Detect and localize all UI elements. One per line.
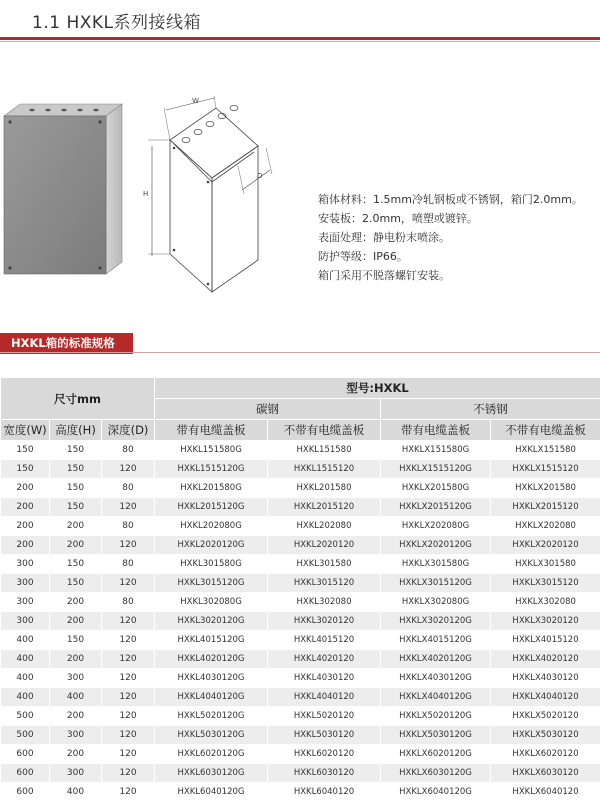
dim-d-label: D bbox=[257, 172, 262, 180]
spec-line: 安装板：2.0mm，喷塑或镀锌。 bbox=[318, 209, 583, 228]
cell-depth: 120 bbox=[102, 745, 155, 764]
cell-stainless-without-cover: HXKLX2020120 bbox=[491, 536, 600, 555]
cell-width: 600 bbox=[1, 745, 50, 764]
cell-depth: 120 bbox=[102, 707, 155, 726]
cell-width: 300 bbox=[1, 574, 50, 593]
cell-carbon-without-cover: HXKL2015120 bbox=[268, 498, 381, 517]
table-row bbox=[1, 783, 600, 802]
table-row bbox=[1, 764, 600, 783]
table-row bbox=[1, 460, 600, 479]
cell-stainless-without-cover: HXKLX4020120 bbox=[491, 650, 600, 669]
cell-stainless-without-cover: HXKLX4030120 bbox=[491, 669, 600, 688]
cell-height: 150 bbox=[50, 479, 102, 498]
spec-line: 表面处理：静电粉末喷涂。 bbox=[318, 228, 583, 247]
table-row bbox=[1, 707, 600, 726]
cell-depth: 80 bbox=[102, 555, 155, 574]
carbon-steel-header: 碳钢 bbox=[155, 399, 381, 420]
cell-carbon-with-cover: HXKL201580G bbox=[155, 479, 268, 498]
cell-carbon-without-cover: HXKL5020120 bbox=[268, 707, 381, 726]
cell-depth: 120 bbox=[102, 574, 155, 593]
cell-depth: 120 bbox=[102, 460, 155, 479]
spec-line: 箱门采用不脱落螺钉安装。 bbox=[318, 266, 583, 285]
cell-carbon-with-cover: HXKL1515120G bbox=[155, 460, 268, 479]
cell-height: 150 bbox=[50, 460, 102, 479]
table-row bbox=[1, 688, 600, 707]
cell-carbon-without-cover: HXKL4020120 bbox=[268, 650, 381, 669]
cell-stainless-with-cover: HXKLX201580G bbox=[381, 479, 491, 498]
cell-width: 400 bbox=[1, 688, 50, 707]
spec-line: 防护等级：IP66。 bbox=[318, 247, 583, 266]
cell-carbon-without-cover: HXKL202080 bbox=[268, 517, 381, 536]
cell-depth: 120 bbox=[102, 650, 155, 669]
cell-width: 600 bbox=[1, 764, 50, 783]
section-divider bbox=[0, 352, 600, 353]
cell-stainless-without-cover: HXKLX302080 bbox=[491, 593, 600, 612]
cell-carbon-with-cover: HXKL3020120G bbox=[155, 612, 268, 631]
col-height: 高度(H) bbox=[50, 420, 102, 441]
cell-depth: 120 bbox=[102, 669, 155, 688]
spec-line: 箱体材料：1.5mm冷轧钢板或不锈钢，箱门2.0mm。 bbox=[318, 190, 583, 209]
cell-carbon-without-cover: HXKL301580 bbox=[268, 555, 381, 574]
cell-carbon-with-cover: HXKL2020120G bbox=[155, 536, 268, 555]
cell-depth: 120 bbox=[102, 536, 155, 555]
cell-width: 400 bbox=[1, 650, 50, 669]
cell-height: 200 bbox=[50, 650, 102, 669]
cell-width: 600 bbox=[1, 783, 50, 802]
cell-height: 200 bbox=[50, 612, 102, 631]
cell-width: 400 bbox=[1, 631, 50, 650]
enclosure-dimension-drawing bbox=[138, 96, 273, 296]
stainless-steel-header: 不锈钢 bbox=[381, 399, 600, 420]
col-depth: 深度(D) bbox=[102, 420, 155, 441]
col-stainless-without-cover: 不带有电缆盖板 bbox=[491, 420, 600, 441]
cell-depth: 120 bbox=[102, 726, 155, 745]
cell-depth: 120 bbox=[102, 612, 155, 631]
cell-stainless-with-cover: HXKLX202080G bbox=[381, 517, 491, 536]
cell-carbon-without-cover: HXKL5030120 bbox=[268, 726, 381, 745]
cell-height: 200 bbox=[50, 745, 102, 764]
cell-stainless-with-cover: HXKLX5020120G bbox=[381, 707, 491, 726]
table-row bbox=[1, 536, 600, 555]
cell-carbon-without-cover: HXKL6030120 bbox=[268, 764, 381, 783]
cell-height: 400 bbox=[50, 783, 102, 802]
cell-stainless-with-cover: HXKLX1515120G bbox=[381, 460, 491, 479]
cell-carbon-with-cover: HXKL5020120G bbox=[155, 707, 268, 726]
cell-carbon-with-cover: HXKL6030120G bbox=[155, 764, 268, 783]
table-row bbox=[1, 479, 600, 498]
cell-carbon-without-cover: HXKL6020120 bbox=[268, 745, 381, 764]
cell-width: 200 bbox=[1, 517, 50, 536]
cell-stainless-with-cover: HXKLX3015120G bbox=[381, 574, 491, 593]
size-header: 尺寸mm bbox=[1, 378, 155, 420]
cell-stainless-with-cover: HXKLX4020120G bbox=[381, 650, 491, 669]
cell-depth: 80 bbox=[102, 441, 155, 460]
cell-carbon-with-cover: HXKL3015120G bbox=[155, 574, 268, 593]
cell-stainless-with-cover: HXKLX6030120G bbox=[381, 764, 491, 783]
cell-stainless-with-cover: HXKLX5030120G bbox=[381, 726, 491, 745]
cell-stainless-with-cover: HXKLX302080G bbox=[381, 593, 491, 612]
cell-depth: 120 bbox=[102, 764, 155, 783]
material-specs bbox=[318, 190, 583, 285]
table-row bbox=[1, 669, 600, 688]
cell-carbon-with-cover: HXKL4015120G bbox=[155, 631, 268, 650]
cell-stainless-without-cover: HXKLX4040120 bbox=[491, 688, 600, 707]
cell-height: 300 bbox=[50, 726, 102, 745]
cell-stainless-with-cover: HXKLX2020120G bbox=[381, 536, 491, 555]
cell-width: 400 bbox=[1, 669, 50, 688]
cell-carbon-without-cover: HXKL4030120 bbox=[268, 669, 381, 688]
dim-w-label: W bbox=[192, 97, 199, 105]
table-row bbox=[1, 517, 600, 536]
cell-carbon-without-cover: HXKL4015120 bbox=[268, 631, 381, 650]
table-row bbox=[1, 574, 600, 593]
cell-height: 200 bbox=[50, 517, 102, 536]
cell-stainless-with-cover: HXKLX2015120G bbox=[381, 498, 491, 517]
cell-stainless-without-cover: HXKLX6020120 bbox=[491, 745, 600, 764]
cell-width: 300 bbox=[1, 555, 50, 574]
table-row bbox=[1, 498, 600, 517]
cell-height: 150 bbox=[50, 631, 102, 650]
cell-stainless-without-cover: HXKLX3020120 bbox=[491, 612, 600, 631]
enclosure-photo bbox=[2, 102, 124, 282]
model-header: 型号:HXKL bbox=[155, 378, 600, 399]
section-label: HXKL箱的标准规格 bbox=[0, 333, 133, 354]
cell-stainless-without-cover: HXKLX202080 bbox=[491, 517, 600, 536]
col-stainless-with-cover: 带有电缆盖板 bbox=[381, 420, 491, 441]
cell-stainless-with-cover: HXKLX4040120G bbox=[381, 688, 491, 707]
cell-carbon-without-cover: HXKL1515120 bbox=[268, 460, 381, 479]
cell-height: 400 bbox=[50, 688, 102, 707]
cell-width: 300 bbox=[1, 612, 50, 631]
col-carbon-without-cover: 不带有电缆盖板 bbox=[268, 420, 381, 441]
table-row bbox=[1, 726, 600, 745]
cell-carbon-without-cover: HXKL6040120 bbox=[268, 783, 381, 802]
cell-carbon-with-cover: HXKL5030120G bbox=[155, 726, 268, 745]
cell-width: 500 bbox=[1, 707, 50, 726]
cell-height: 150 bbox=[50, 574, 102, 593]
cell-width: 300 bbox=[1, 593, 50, 612]
cell-carbon-without-cover: HXKL302080 bbox=[268, 593, 381, 612]
cell-height: 300 bbox=[50, 764, 102, 783]
col-carbon-with-cover: 带有电缆盖板 bbox=[155, 420, 268, 441]
cell-stainless-with-cover: HXKLX6020120G bbox=[381, 745, 491, 764]
cell-stainless-with-cover: HXKLX4030120G bbox=[381, 669, 491, 688]
cell-height: 150 bbox=[50, 555, 102, 574]
cell-stainless-without-cover: HXKLX6040120 bbox=[491, 783, 600, 802]
cell-carbon-with-cover: HXKL6040120G bbox=[155, 783, 268, 802]
table-row bbox=[1, 593, 600, 612]
cell-stainless-without-cover: HXKLX6030120 bbox=[491, 764, 600, 783]
table-row bbox=[1, 612, 600, 631]
cell-stainless-with-cover: HXKLX301580G bbox=[381, 555, 491, 574]
cell-carbon-without-cover: HXKL3020120 bbox=[268, 612, 381, 631]
cell-height: 300 bbox=[50, 669, 102, 688]
cell-stainless-without-cover: HXKLX2015120 bbox=[491, 498, 600, 517]
cell-carbon-with-cover: HXKL2015120G bbox=[155, 498, 268, 517]
cell-depth: 80 bbox=[102, 517, 155, 536]
spec-table bbox=[0, 377, 600, 802]
cell-depth: 80 bbox=[102, 593, 155, 612]
cell-carbon-without-cover: HXKL2020120 bbox=[268, 536, 381, 555]
cell-depth: 120 bbox=[102, 498, 155, 517]
title-divider bbox=[0, 37, 600, 40]
cell-stainless-with-cover: HXKLX151580G bbox=[381, 441, 491, 460]
cell-stainless-without-cover: HXKLX5030120 bbox=[491, 726, 600, 745]
cell-carbon-without-cover: HXKL4040120 bbox=[268, 688, 381, 707]
page-title: 1.1 HXKL系列接线箱 bbox=[32, 8, 201, 33]
table-row bbox=[1, 631, 600, 650]
cell-stainless-without-cover: HXKLX1515120 bbox=[491, 460, 600, 479]
cell-width: 500 bbox=[1, 726, 50, 745]
cell-stainless-without-cover: HXKLX151580 bbox=[491, 441, 600, 460]
col-width: 宽度(W) bbox=[1, 420, 50, 441]
cell-carbon-without-cover: HXKL201580 bbox=[268, 479, 381, 498]
cell-width: 150 bbox=[1, 460, 50, 479]
cell-stainless-with-cover: HXKLX4015120G bbox=[381, 631, 491, 650]
table-row bbox=[1, 441, 600, 460]
title-divider-thin bbox=[0, 41, 600, 42]
cell-depth: 120 bbox=[102, 783, 155, 802]
cell-stainless-without-cover: HXKLX201580 bbox=[491, 479, 600, 498]
cell-height: 200 bbox=[50, 536, 102, 555]
table-row bbox=[1, 745, 600, 764]
cell-carbon-with-cover: HXKL202080G bbox=[155, 517, 268, 536]
cell-width: 200 bbox=[1, 498, 50, 517]
cell-carbon-with-cover: HXKL301580G bbox=[155, 555, 268, 574]
dim-h-label: H bbox=[143, 190, 148, 198]
cell-carbon-with-cover: HXKL4040120G bbox=[155, 688, 268, 707]
cell-stainless-without-cover: HXKLX4015120 bbox=[491, 631, 600, 650]
cell-carbon-without-cover: HXKL151580 bbox=[268, 441, 381, 460]
cell-depth: 80 bbox=[102, 479, 155, 498]
cell-depth: 120 bbox=[102, 688, 155, 707]
cell-width: 200 bbox=[1, 479, 50, 498]
cell-stainless-without-cover: HXKLX5020120 bbox=[491, 707, 600, 726]
cell-height: 150 bbox=[50, 441, 102, 460]
cell-stainless-with-cover: HXKLX3020120G bbox=[381, 612, 491, 631]
cell-carbon-with-cover: HXKL6020120G bbox=[155, 745, 268, 764]
cell-carbon-with-cover: HXKL302080G bbox=[155, 593, 268, 612]
cell-stainless-with-cover: HXKLX6040120G bbox=[381, 783, 491, 802]
table-row bbox=[1, 650, 600, 669]
cell-stainless-without-cover: HXKLX301580 bbox=[491, 555, 600, 574]
cell-height: 200 bbox=[50, 593, 102, 612]
cell-carbon-without-cover: HXKL3015120 bbox=[268, 574, 381, 593]
cell-height: 200 bbox=[50, 707, 102, 726]
cell-stainless-without-cover: HXKLX3015120 bbox=[491, 574, 600, 593]
cell-carbon-with-cover: HXKL4020120G bbox=[155, 650, 268, 669]
cell-height: 150 bbox=[50, 498, 102, 517]
table-row bbox=[1, 555, 600, 574]
cell-carbon-with-cover: HXKL151580G bbox=[155, 441, 268, 460]
cell-carbon-with-cover: HXKL4030120G bbox=[155, 669, 268, 688]
cell-width: 200 bbox=[1, 536, 50, 555]
cell-width: 150 bbox=[1, 441, 50, 460]
cell-depth: 120 bbox=[102, 631, 155, 650]
